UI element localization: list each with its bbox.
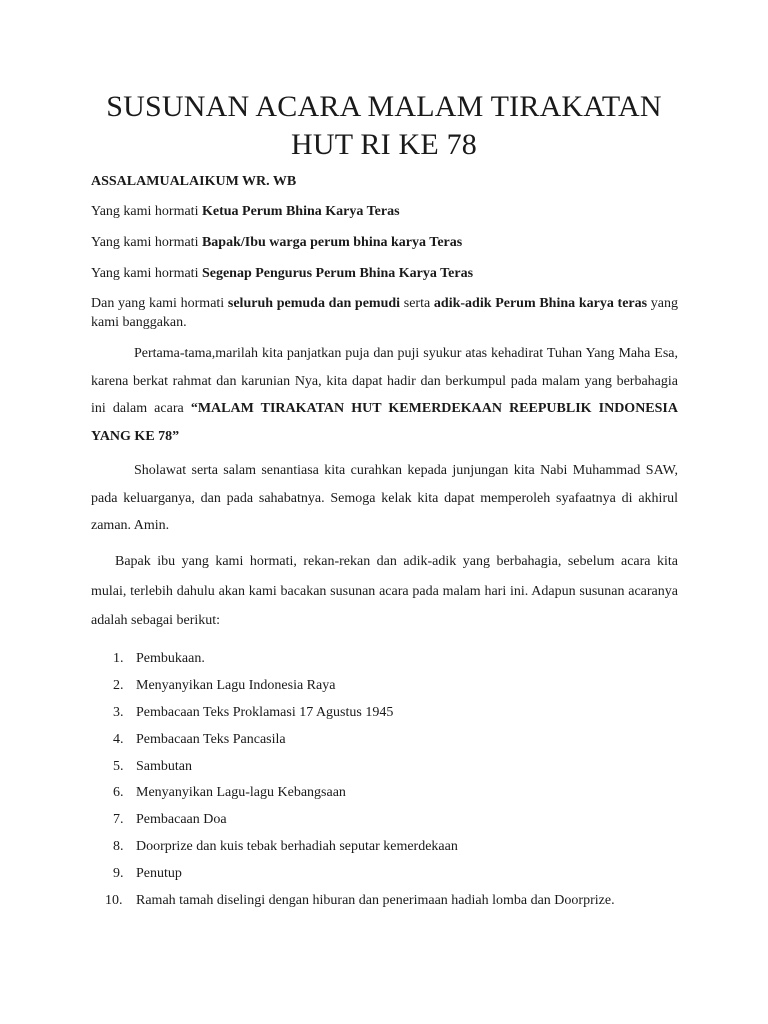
list-text: Pembacaan Teks Proklamasi 17 Agustus 1945 xyxy=(136,704,394,720)
paragraph-agenda-intro: Bapak ibu yang kami hormati, rekan-rekan dan adik-adik yang berbahagia, sebelum acara kita mulai, terlebih dahulu akan kami bacakan susunan acara pada malam hari ini. Adapun susunan acaranya adalah sebagai berikut: xyxy=(91,554,678,628)
list-number: 5. xyxy=(113,758,124,774)
salutation-name: Ketua Perum Bhina Karya Teras xyxy=(201,204,400,219)
salutation-2 xyxy=(91,232,678,254)
salutation-4 xyxy=(91,294,678,332)
salutation-prefix: Yang kami hormati xyxy=(91,235,202,250)
list-text: Pembacaan Doa xyxy=(136,812,227,828)
list-text: Doorprize dan kuis tebak berhadiah seputar kemerdekaan xyxy=(136,839,458,855)
title-line-2: HUT RI KE 78 xyxy=(290,128,477,161)
list-text: Sambutan xyxy=(136,758,192,774)
paragraph-sholawat: Sholawat serta salam senantiasa kita curahkan kepada junjungan kita Nabi Muhammad SAW, pada keluarganya, dan pada sahabatnya. Semoga kelak kita dapat memperoleh syafaatnya di akhirul zaman. Amin. xyxy=(91,463,678,533)
list-number: 4. xyxy=(113,731,124,747)
agenda-list xyxy=(91,648,615,917)
salutation-bold: seluruh pemuda dan pemudi xyxy=(227,296,401,311)
list-number: 3. xyxy=(113,704,124,720)
salutation-name: Bapak/Ibu warga perum bhina karya Teras xyxy=(201,235,463,250)
list-item xyxy=(91,836,615,863)
title-line-1: SUSUNAN ACARA MALAM TIRAKATAN xyxy=(106,90,662,123)
list-item xyxy=(91,782,615,809)
list-text: Menyanyikan Lagu-lagu Kebangsaan xyxy=(136,785,346,801)
list-text: Penutup xyxy=(136,866,182,882)
list-item xyxy=(91,890,615,917)
salutation-name: Segenap Pengurus Perum Bhina Karya Teras xyxy=(201,266,474,281)
salutation-prefix: Yang kami hormati xyxy=(91,204,202,219)
event-name: “MALAM TIRAKATAN HUT KEMERDEKAAN REEPUBLIK INDONESIA YANG KE 78” xyxy=(91,401,678,444)
document-title xyxy=(0,88,768,164)
greeting xyxy=(91,171,678,193)
list-number: 1. xyxy=(113,651,124,666)
paragraph-opening xyxy=(91,340,678,450)
list-item xyxy=(91,702,615,729)
list-number: 7. xyxy=(113,812,124,828)
salutation-1 xyxy=(91,201,678,223)
list-number: 6. xyxy=(113,785,124,801)
salutation-text: yang kami banggakan. xyxy=(91,296,678,330)
list-text: Pembukaan. xyxy=(136,651,205,666)
salutation-bold: adik-adik Perum Bhina karya teras xyxy=(433,296,648,311)
list-item xyxy=(91,648,615,675)
list-text: Pembacaan Teks Pancasila xyxy=(136,731,286,747)
salutation-prefix: Yang kami hormati xyxy=(91,266,202,281)
list-item xyxy=(91,756,615,783)
greeting-text: ASSALAMUALAIKUM WR. WB xyxy=(91,174,297,189)
list-item xyxy=(91,863,615,890)
list-item xyxy=(91,729,615,756)
list-number: 10. xyxy=(105,893,123,909)
salutation-text: Dan yang kami hormati xyxy=(91,296,228,311)
salutation-text: serta xyxy=(400,296,434,311)
list-item xyxy=(91,809,615,836)
list-text: Ramah tamah diselingi dengan hiburan dan penerimaan hadiah lomba dan Doorprize. xyxy=(136,893,615,909)
list-text: Menyanyikan Lagu Indonesia Raya xyxy=(136,677,336,693)
paragraph-text: Pertama-tama,marilah kita panjatkan puja dan puji syukur atas kehadirat Tuhan Yang Maha Esa, karena berkat rahmat dan karunian Nya, kita dapat hadir dan berkumpul pada malam yang berbahagia ini dalam acara xyxy=(91,346,678,416)
list-item xyxy=(91,675,615,702)
list-number: 9. xyxy=(113,866,124,882)
salutation-3 xyxy=(91,263,678,285)
list-number: 8. xyxy=(113,839,124,855)
list-number: 2. xyxy=(113,677,124,693)
